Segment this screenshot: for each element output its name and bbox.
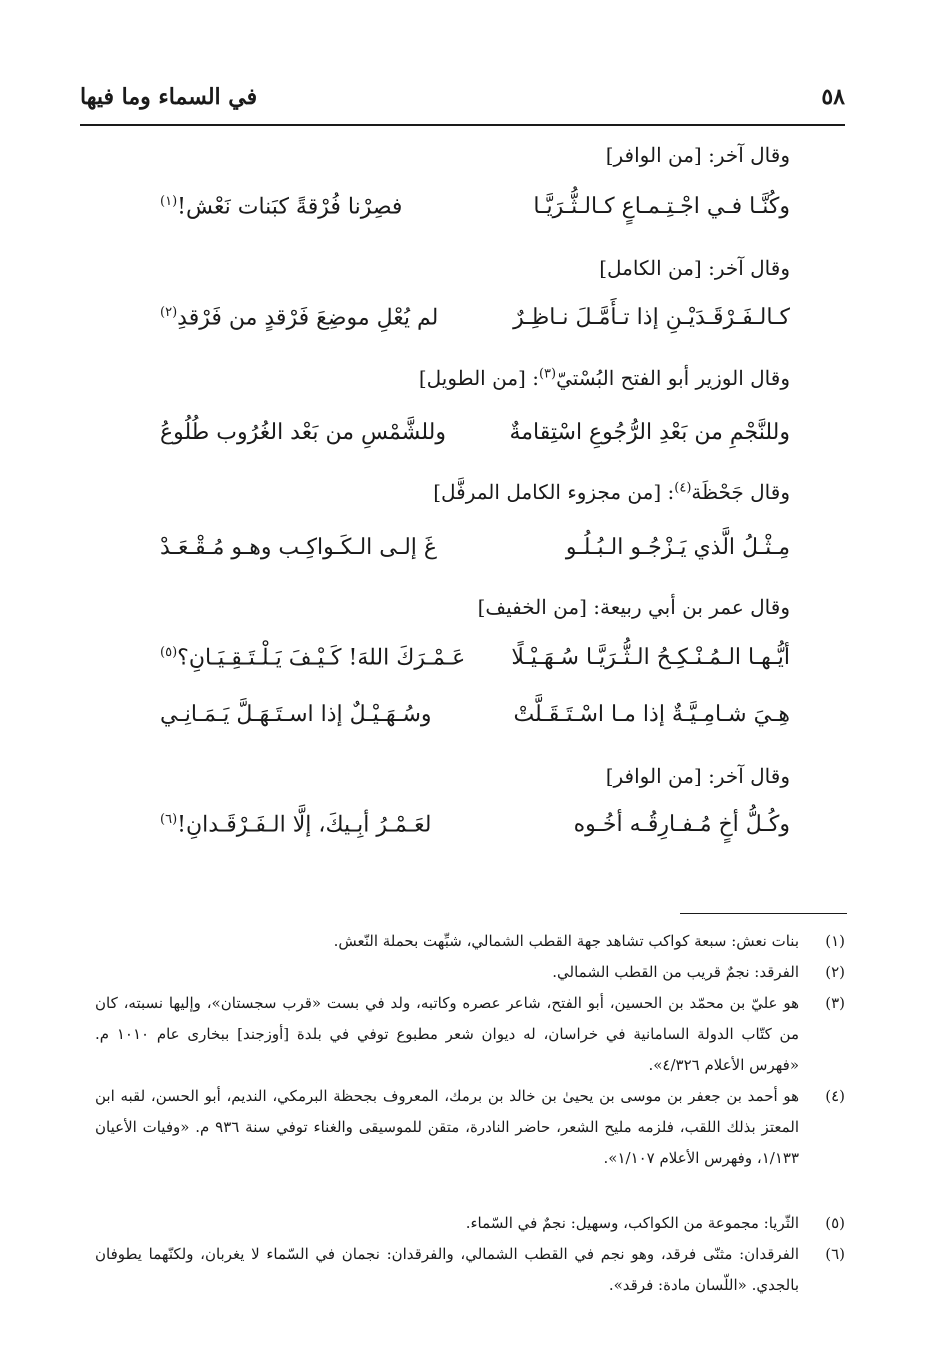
verse-hemistich-second: غَ إلـى الـكَـواكِـب وهـو مُـقْـعَـدْ [160, 535, 437, 560]
verse-hemistich-second: وللشَّمْسِ من بَعْد الغُرُوب طُلُوعُ [160, 420, 446, 445]
footnote-number: (٦) [825, 1245, 845, 1263]
verse-hemistich-second: وسُـهَـيْـلٌ إذا اسـتَـهَـلَّ يَـمَـانِـي [160, 702, 432, 727]
footnote-text: الفرقد: نجمٌ قريب من القطب الشمالي. [552, 963, 799, 981]
footnote-text: الثّريا: مجموعة من الكواكب، وسهيل: نجمٌ في السّماء. [465, 1214, 799, 1232]
footnote-number: (١) [825, 932, 845, 950]
footnote-marker: (١) [160, 194, 178, 209]
footnote-number: (٣) [825, 994, 845, 1012]
footnote [95, 957, 845, 988]
footnote [95, 988, 845, 1081]
footnote [95, 926, 845, 957]
footnote-number: (٤) [825, 1087, 845, 1105]
verse-hemistich-second: لعَـمْـرُ أبِـيكَ، إلَّا الـفَـرْقَـدانِ!$^{(٦)}$ [160, 812, 432, 838]
verse-hemistich-first: وللنَّجْمِ من بَعْدِ الرُّجُوعِ اسْتِقامةٌ [509, 420, 790, 445]
footnote-number: (٥) [825, 1214, 845, 1232]
verse-hemistich-second: عَـمْـرَكَ اللهَ! كَـيْـفَ يَـلْـتَـقِـيَـانِ؟$^{(٥)}$ [160, 645, 466, 671]
page-header [80, 84, 845, 120]
footnote-text: هو عليّ بن محمّد بن الحسين، أبو الفتح، شاعر عصره وكاتبه، ولد في بست «قرب سجستان»، وإليها نسبته، كان من كتّاب الدولة السامانية في خراسان، له ديوان شعر مطبوع توفي في بلدة [أوزجند] ببخارى عام ١٠١٠ م. «فهرس الأعلام ٤/٣٢٦». [95, 994, 799, 1074]
verse-hemistich-first: أيُّـهـا الـمُـنْـكِـحُ الـثُّـرَيَّـا سُـهَـيْـلًا [511, 645, 790, 670]
verse-intro: وقال آخر: [من الوافر] [605, 143, 790, 167]
footnote-marker: (٦) [160, 812, 178, 827]
verse-hemistich-first: هِـيَ شـامِـيَّـةٌ إذا مـا اسْـتَـقَـلَّتْ [513, 702, 790, 727]
footnote [95, 1208, 845, 1239]
verse-hemistich-first: كـالـفَـرْقَـدَيْـنِ إذا تـأَمَّـلَ نـاظِـرٌ [513, 305, 790, 330]
verse-hemistich-first: مِـثْـلُ الَّذي يَـزْجُـو الـبُـلُـو [565, 535, 790, 560]
footnote-text: هو أحمد بن جعفر بن موسى بن يحيىٰ بن خالد بن برمك، المعروف بجحظة البرمكي، النديم، أبو الحسن، لقبه ابن المعتز بذلك اللقب، فلزمه مليح الشعر، حاضر النادرة، متقن للموسيقى والغناء توفي سنة ٩٣٦ م. «وفيات الأعيان ١/١٣٣، وفهرس الأعلام ١/١٠٧». [95, 1087, 800, 1167]
verse-hemistich-second: لم يُعْلِ موضِعَ فَرْقدٍ من فَرْقدِ$^{(٢)}$ [160, 305, 439, 331]
footnote-separator [680, 913, 847, 914]
footnote-number: (٢) [825, 963, 845, 981]
footnote [95, 1081, 845, 1174]
verse-intro: وقال الوزير أبو الفتح البُسْتيّ$^{(٣)}$: [من الطويل] [418, 366, 790, 390]
verse-intro: وقال عمر بن أبي ربيعة: [من الخفيف] [477, 595, 790, 619]
verse-hemistich-first: وكُـلُّ أخٍ مُـفـارِقُـه أخُـوه [573, 812, 790, 837]
verse-intro: وقال جَحْظَة$^{(٤)}$: [من مجزوء الكامل المرفَّل] [433, 480, 790, 504]
footnote-text: الفرقدان: مثنّى فرقد، وهو نجم في القطب الشمالي، والفرقدان: نجمان في السّماء لا يغربان، ولكنّهما يطوفان بالجدي. «اللّسان مادة: فرقد». [95, 1245, 799, 1294]
footnote-marker: (٢) [160, 305, 178, 320]
footnote [95, 1239, 845, 1301]
header-rule [80, 124, 845, 126]
footnote-marker: (٣) [538, 366, 557, 382]
footnote-text: بنات نعش: سبعة كواكب تشاهد جهة القطب الشمالي، شبِّهت بحملة النّعش. [333, 932, 799, 950]
verse-intro: وقال آخر: [من الكامل] [599, 256, 790, 280]
footnote-marker: (٤) [674, 480, 692, 496]
running-title: في السماء وما فيها [80, 84, 258, 110]
page-number: ٥٨ [821, 84, 845, 110]
verse-hemistich-second: فصِرْنا فُرْقةً كبَنات نَعْش!$^{(١)}$ [160, 194, 403, 220]
verse-hemistich-first: وكُنَّـا فـي اجْـتِـمـاعٍ كـالـثُّـرَيَّـا [533, 194, 790, 219]
verse-intro: وقال آخر: [من الوافر] [605, 764, 790, 788]
footnote-marker: (٥) [160, 645, 178, 660]
